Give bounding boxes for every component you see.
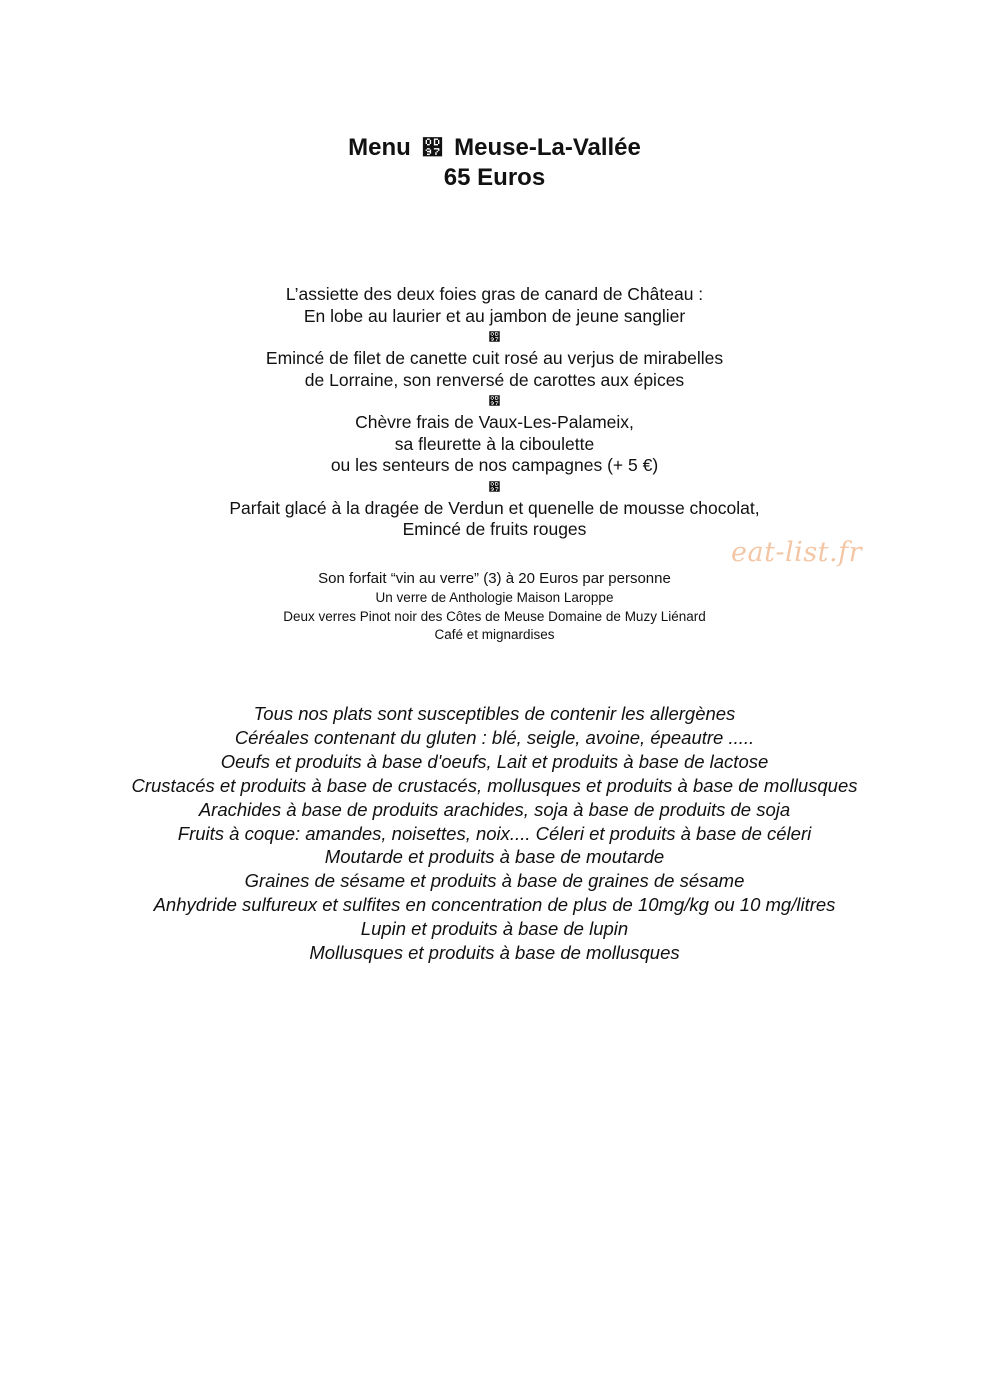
course-line: Parfait glacé à la dragée de Verdun et quenelle de mousse chocolat, [229,497,760,518]
course-line: L’assiette des deux foies gras de canard de Château : [285,284,704,304]
wine-package-title: Son forfait “vin au verre” (3) à 20 Euros par personne [318,570,671,587]
allergen-line: Arachides à base de produits arachides, soja à base de produits de soja [198,798,791,820]
separator-ornament-icon: ඗ [488,479,501,494]
allergen-line: Crustacés et produits à base de crustacés, mollusques et produits à base de mollusques [131,774,858,796]
allergen-line: Graines de sésame et produits à base de graines de sésame [244,870,745,892]
allergen-line: Lupin et produits à base de lupin [360,918,629,940]
allergen-line: Fruits à coque: amandes, noisettes, noix.... Céleri et produits à base de céleri [177,822,812,844]
allergen-line: Moutarde et produits à base de moutarde [324,846,665,868]
allergens-notice [0,702,989,965]
course-line: Chèvre frais de Vaux-Les-Palameix, [355,412,634,432]
separator-ornament-icon: ඗ [488,330,501,344]
course-line: Emincé de filet de canette cuit rosé au verjus de mirabelles [265,348,724,368]
course-line: de Lorraine, son renversé de carottes aux épices [304,369,685,390]
ornament-icon: ඗ [421,135,444,160]
menu-title-right: Meuse-La-Vallée [454,134,641,161]
menu-title [0,133,989,163]
allergen-line: Oeufs et produits à base d'oeufs, Lait et produits à base de lactose [220,750,769,772]
watermark-logo: eat-list.fr [731,537,863,568]
allergen-line: Mollusques et produits à base de mollusques [309,942,680,964]
allergen-line: Tous nos plats sont susceptibles de contenir les allergènes [253,703,736,724]
allergen-line: Céréales contenant du gluten : blé, seigle, avoine, épeautre ..... [234,726,755,748]
wine-package-item: Un verre de Anthologie Maison Laroppe [375,590,614,605]
course-line: ou les senteurs de nos campagnes (+ 5 €) [330,455,659,475]
menu-title-left: Menu [348,134,411,161]
course-line: Emincé de fruits rouges [402,519,587,539]
courses-list [0,284,989,541]
separator-ornament-icon: ඗ [488,394,501,408]
wine-package-item: Café et mignardises [434,627,555,642]
allergen-line: Anhydride sulfureux et sulfites en concentration de plus de 10mg/kg ou 10 mg/litres [153,894,836,916]
menu-price: 65 Euros [443,164,546,191]
menu-header [0,133,989,193]
course-line: En lobe au laurier et au jambon de jeune sanglier [303,305,686,326]
course-line: sa fleurette à la ciboulette [394,433,595,454]
wine-package [0,569,989,645]
wine-package-item: Deux verres Pinot noir des Côtes de Meuse Domaine de Muzy Liénard [283,608,706,624]
